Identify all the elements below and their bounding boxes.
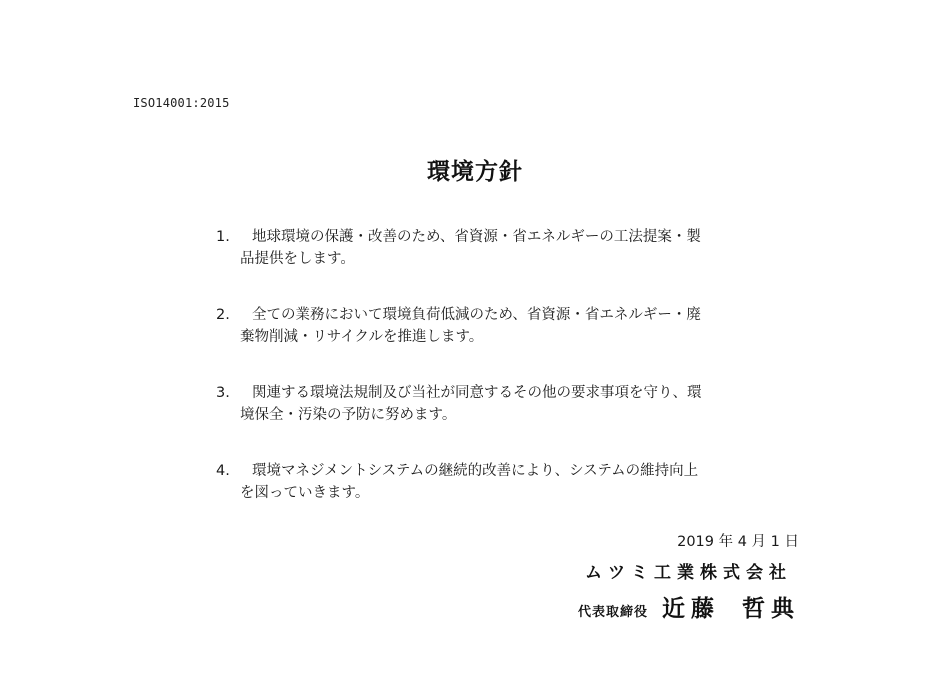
policy-text: 環境マネジメントシステムの継続的改善により、システムの維持向上を図っていきます。 — [240, 463, 699, 501]
representative-name: 近藤 哲典 — [661, 595, 800, 622]
policy-text: 全ての業務において環境負荷低減のため、省資源・省エネルギー・廃棄物削減・リサイクルを推進します。 — [240, 307, 701, 345]
policy-item-1 — [216, 226, 726, 270]
policy-list — [216, 226, 726, 538]
policy-number: 4. — [216, 463, 230, 479]
policy-number: 2. — [216, 307, 230, 323]
representative-title: 代表取締役 — [577, 605, 648, 620]
issue-date: 2019 年 4 月 1 日 — [677, 534, 799, 550]
policy-number: 3. — [216, 385, 230, 401]
policy-item-3 — [216, 382, 726, 426]
page-title: 環境方針 — [427, 159, 523, 185]
policy-text: 地球環境の保護・改善のため、省資源・省エネルギーの工法提案・製品提供をします。 — [240, 229, 701, 267]
policy-text: 関連する環境法規制及び当社が同意するその他の要求事項を守り、環境保全・汚染の予防に努めます。 — [240, 385, 702, 423]
signature-block — [578, 590, 800, 623]
policy-item-4 — [216, 460, 726, 504]
policy-number: 1. — [216, 229, 230, 245]
policy-item-2 — [216, 304, 726, 348]
iso-standard-label: ISO14001:2015 — [133, 96, 230, 110]
company-name: ムツミ工業株式会社 — [585, 563, 792, 583]
